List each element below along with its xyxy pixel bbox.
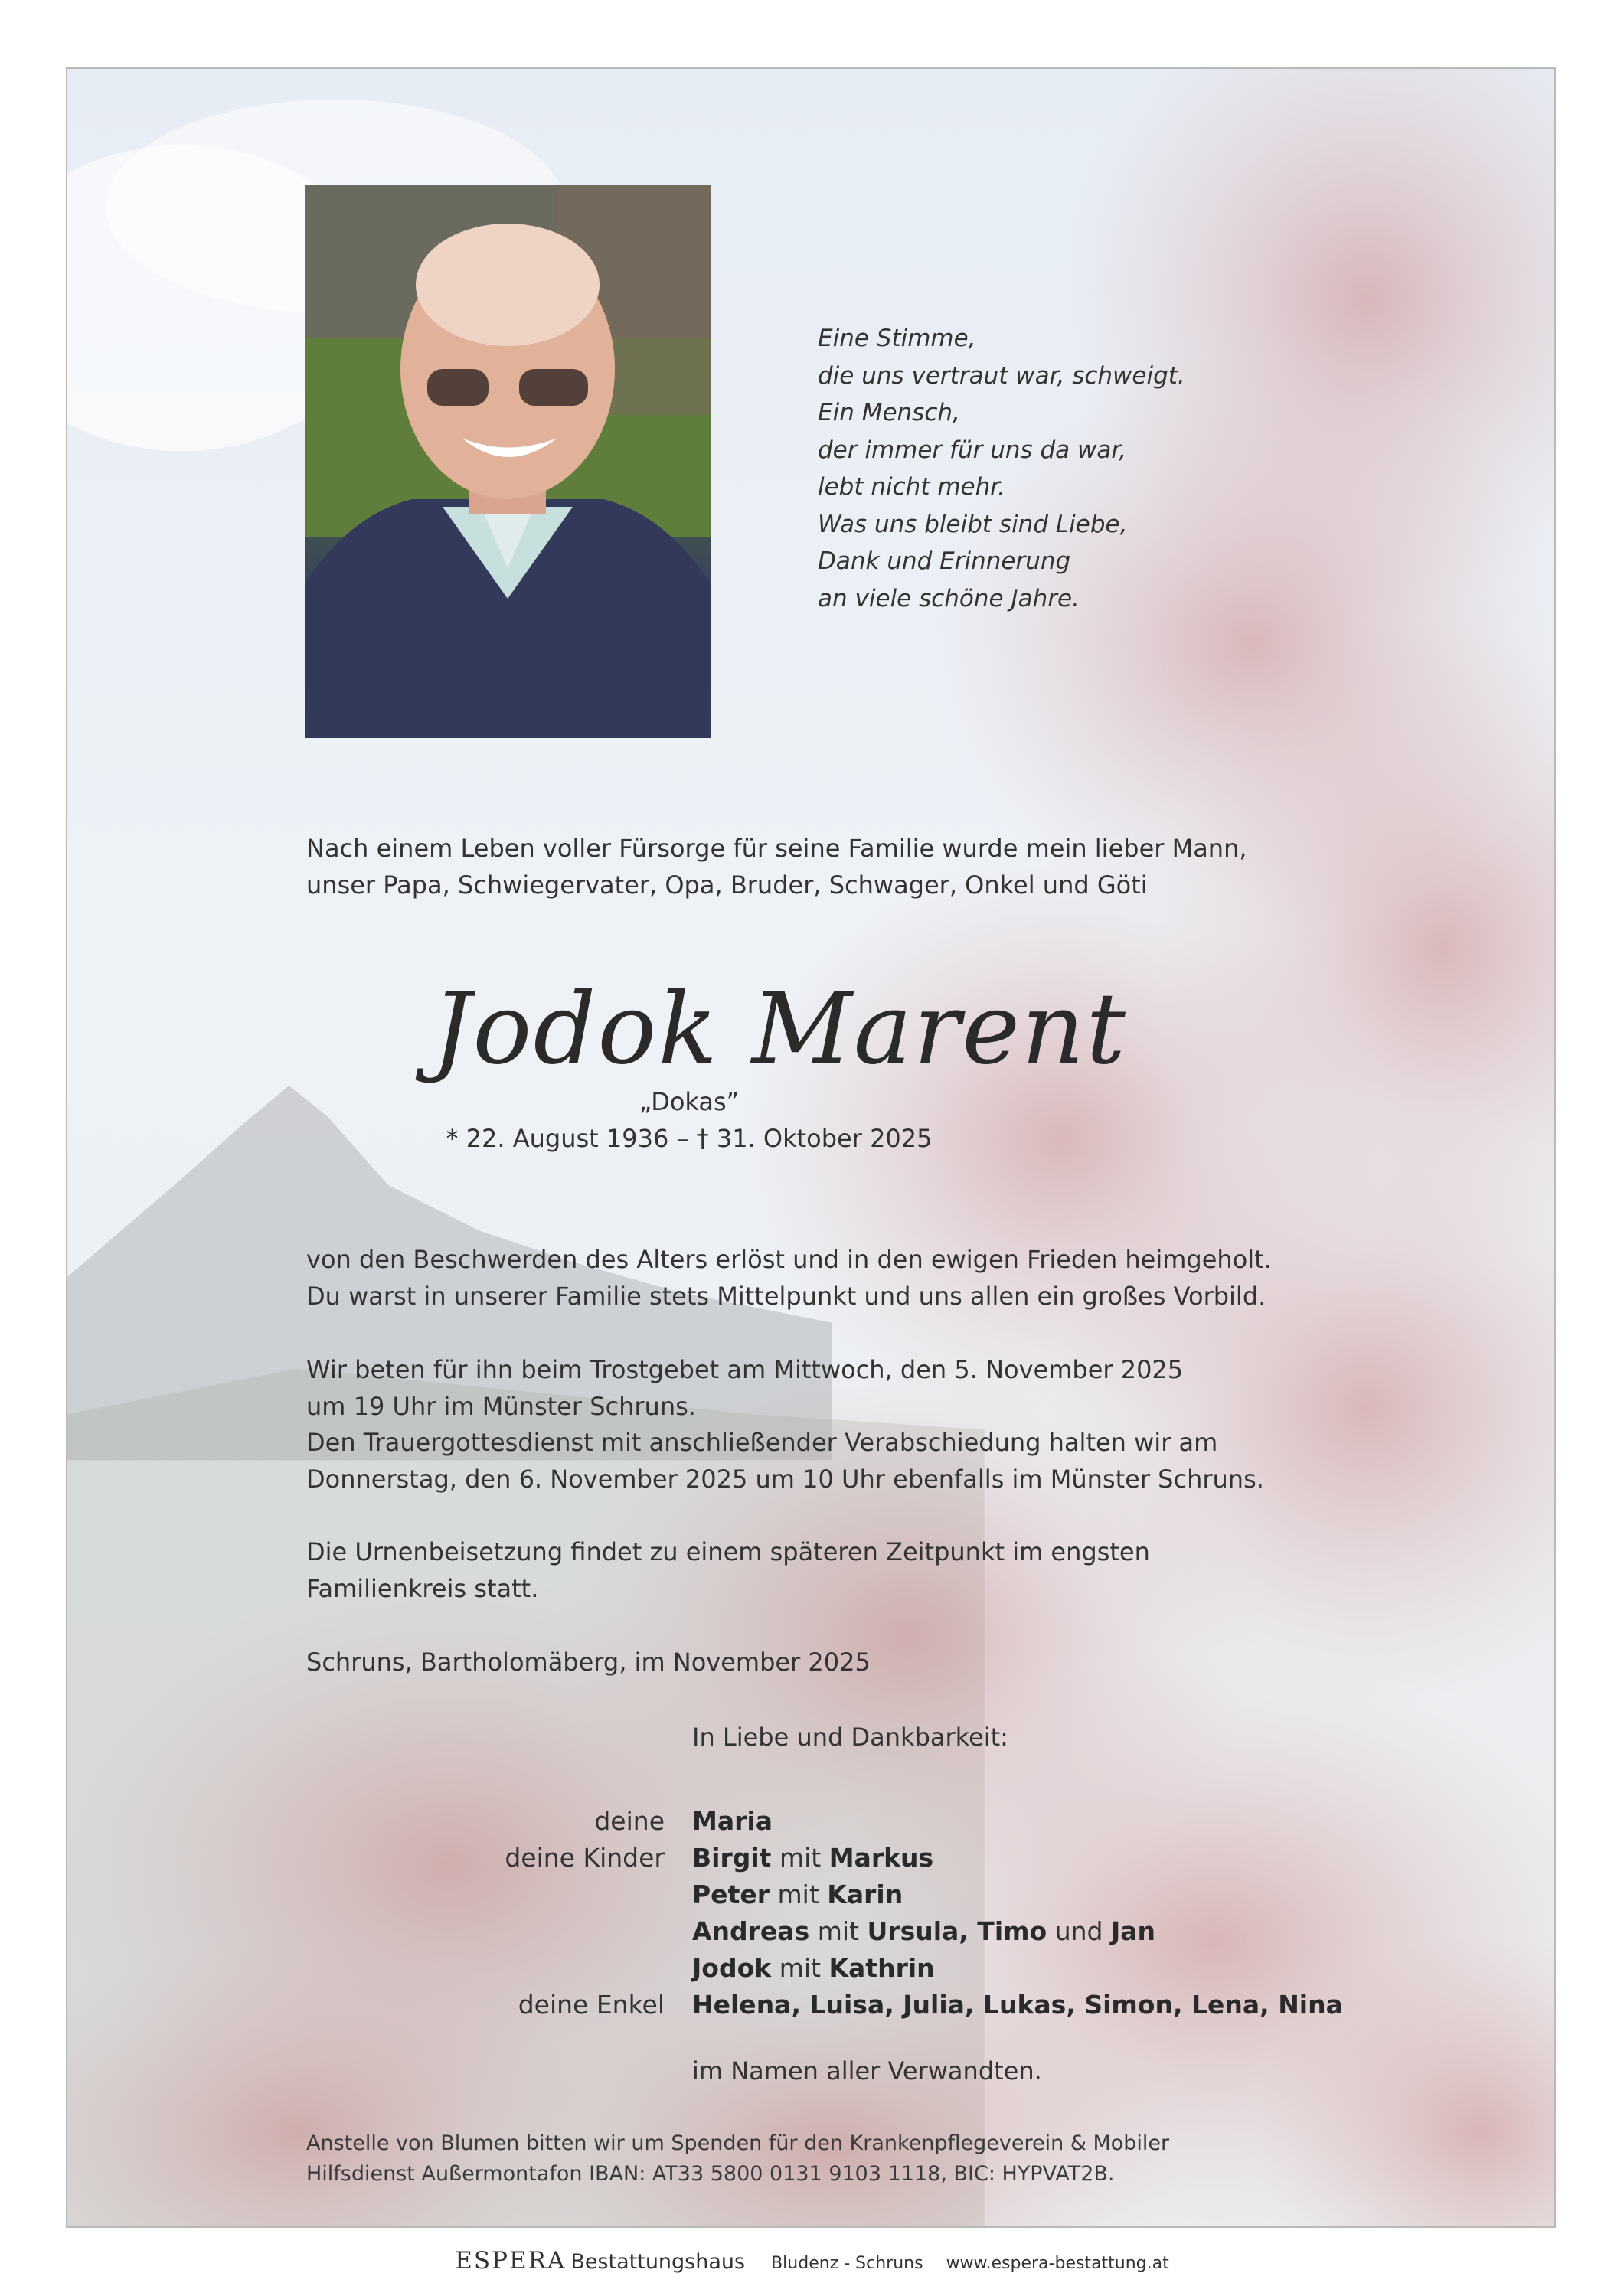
relatives-row-children	[67, 1913, 1556, 1950]
deceased-name: Jodok Marent	[432, 972, 1127, 1086]
relatives-names	[692, 1913, 1155, 1950]
spouse-name: Maria	[692, 1806, 773, 1836]
body-paragraph-1	[306, 1242, 1378, 1315]
footer-brand: ESPERA	[455, 2247, 567, 2275]
donation-line: Anstelle von Blumen bitten wir um Spenden für den Krankenpflegeverein & Mobiler	[306, 2131, 1170, 2155]
connector: mit	[779, 1953, 821, 1983]
relatives-label: deine	[594, 1806, 665, 1836]
partner-name: Karin	[827, 1880, 903, 1909]
obituary-card	[66, 67, 1556, 2228]
intro-line: Nach einem Leben voller Fürsorge für seine Familie wurde mein lieber Mann,	[306, 834, 1247, 863]
body-line: Familienkreis statt.	[306, 1573, 539, 1603]
donation-note	[306, 2128, 1169, 2190]
relatives-names	[692, 1987, 1343, 2023]
relatives-label: deine Enkel	[518, 1990, 665, 2020]
body-paragraph-2	[306, 1352, 1378, 1497]
relatives-list	[67, 1803, 1556, 2023]
child-name: Jodok	[692, 1953, 772, 1983]
footer	[0, 2247, 1624, 2275]
poem-line: lebt nicht mehr.	[818, 473, 1006, 501]
relatives-names	[692, 1876, 903, 1913]
body-line: Wir beten für ihn beim Trostgebet am Mittwoch, den 5. November 2025	[306, 1355, 1184, 1384]
poem-line: Eine Stimme,	[818, 325, 976, 352]
partner-name: Kathrin	[828, 1953, 935, 1983]
donation-line: Hilfsdienst Außermontafon IBAN: AT33 5800 0131 9103 1118, BIC: HYPVAT2B.	[306, 2162, 1115, 2186]
body-line: von den Beschwerden des Alters erlöst und in den ewigen Frieden heimgeholt.	[306, 1245, 1272, 1274]
portrait-photo	[305, 185, 711, 738]
connector: mit	[779, 1843, 822, 1873]
footer-locations: Bludenz - Schruns	[771, 2254, 923, 2273]
intro-paragraph	[306, 831, 1378, 903]
intro-line: unser Papa, Schwiegervater, Opa, Bruder, Schwager, Onkel und Göti	[306, 870, 1148, 900]
poem-line: Dank und Erinnerung	[818, 547, 1071, 575]
nickname: „Dokas”	[639, 1087, 740, 1116]
poem-line: die uns vertraut war, schweigt.	[818, 361, 1185, 390]
body-line: Den Trauergottesdienst mit anschließender Verabschiedung halten wir am	[306, 1428, 1218, 1457]
child-name: Birgit	[692, 1843, 772, 1873]
poem-line: Was uns bleibt sind Liebe,	[818, 510, 1128, 538]
body-paragraph-3	[306, 1534, 1378, 1607]
connector: und	[1054, 1916, 1103, 1946]
obituary-content	[67, 69, 1554, 2226]
partner-name: Markus	[828, 1843, 934, 1873]
grandchildren-names: Helena, Luisa, Julia, Lukas, Simon, Lena, Nina	[692, 1990, 1343, 2020]
grandchild-name: Jan	[1110, 1916, 1156, 1946]
child-name: Peter	[692, 1880, 770, 1909]
child-name: Andreas	[692, 1916, 810, 1946]
relatives-row-children	[67, 1876, 1556, 1913]
connector: mit	[777, 1880, 819, 1909]
footer-subtitle: Bestattungshaus	[570, 2250, 746, 2274]
relatives-names	[692, 1803, 773, 1840]
poem-line: der immer für uns da war,	[818, 436, 1127, 464]
body-line: Die Urnenbeisetzung findet zu einem späteren Zeitpunkt im engsten	[306, 1537, 1150, 1566]
poem	[818, 320, 1354, 617]
footer-website[interactable]: www.espera-bestattung.at	[946, 2254, 1169, 2273]
life-dates: * 22. August 1936 – † 31. Oktober 2025	[446, 1124, 933, 1153]
body-line: Du warst in unserer Familie stets Mittelpunkt und uns allen ein großes Vorbild.	[306, 1281, 1266, 1311]
place-date: Schruns, Bartholomäberg, im November 2025	[306, 1648, 871, 1677]
closing-line: im Namen aller Verwandten.	[692, 2056, 1042, 2085]
body-line: Donnerstag, den 6. November 2025 um 10 Uhr ebenfalls im Münster Schruns.	[306, 1464, 1264, 1494]
relatives-names	[692, 1950, 935, 1987]
connector: mit	[817, 1916, 859, 1946]
relatives-names	[692, 1840, 933, 1876]
relatives-label: deine Kinder	[505, 1843, 665, 1873]
poem-line: an viele schöne Jahre.	[818, 584, 1080, 612]
partner-name: Ursula, Timo	[867, 1916, 1047, 1946]
signoff: In Liebe und Dankbarkeit:	[692, 1723, 1008, 1752]
body-line: um 19 Uhr im Münster Schruns.	[306, 1391, 696, 1421]
relatives-row-children	[67, 1950, 1556, 1987]
portrait-illustration	[305, 185, 711, 738]
relatives-row-children	[67, 1840, 1556, 1876]
poem-line: Ein Mensch,	[818, 399, 960, 426]
relatives-row-spouse	[67, 1803, 1556, 1840]
relatives-row-grandchildren	[67, 1987, 1556, 2023]
